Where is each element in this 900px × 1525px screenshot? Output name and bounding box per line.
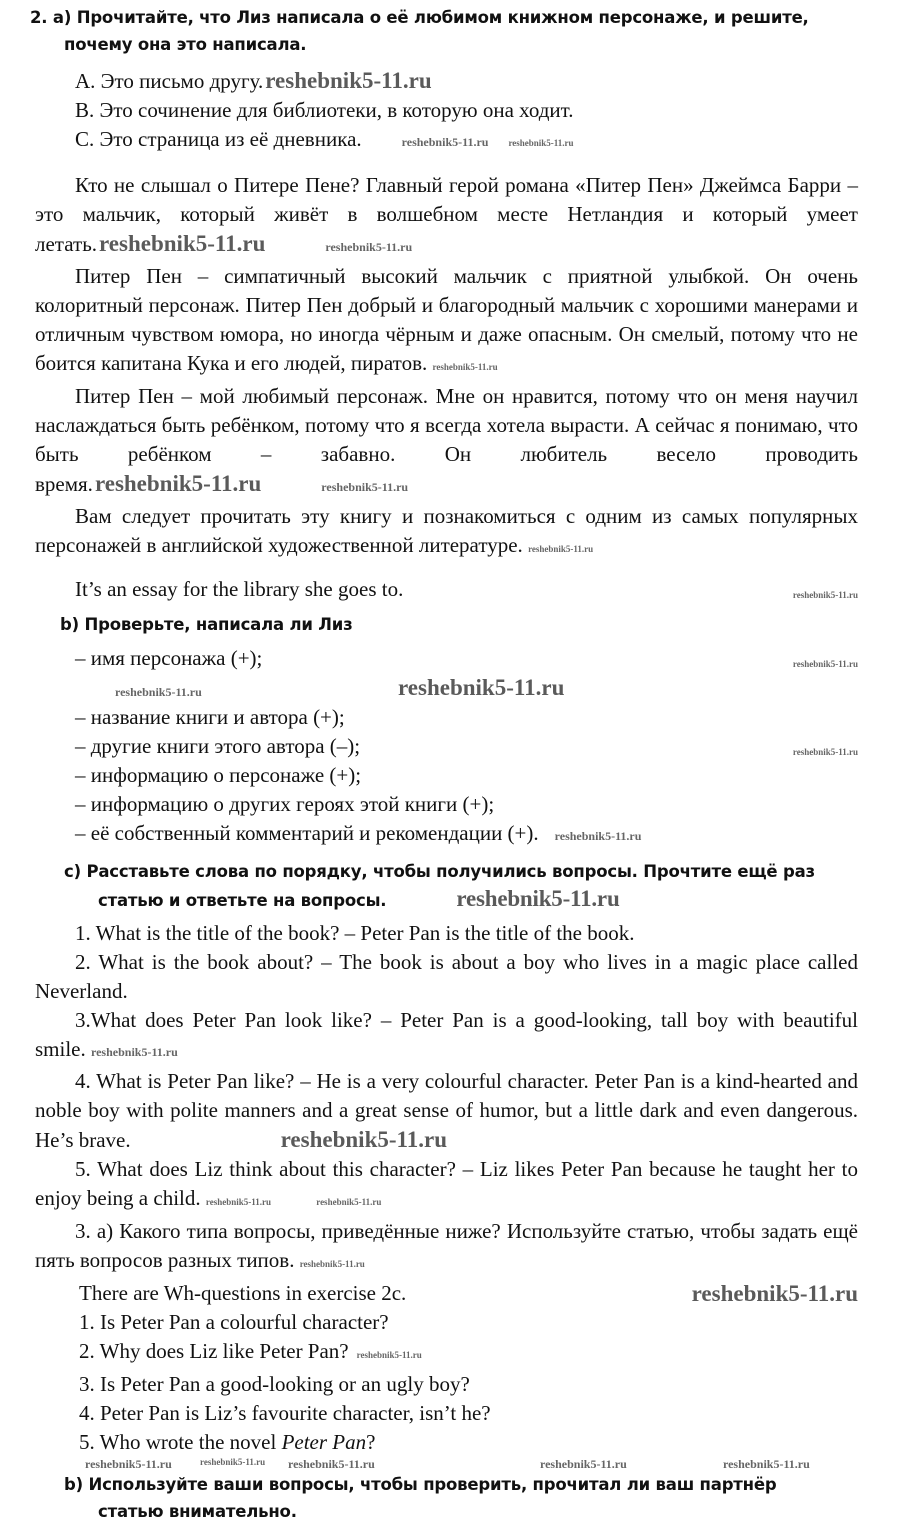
watermark: reshebnik5-11.ru bbox=[321, 480, 409, 494]
answer-text: 4. What is Peter Pan like? – He is a very colourful character. Peter Pan is a kind-hearted and noble boy with polite manners and a great sense of humor, but a little dark and even dangerous. He’s brave. bbox=[35, 1069, 858, 1152]
checklist-text: – её собственный комментарий и рекомендации (+). bbox=[75, 821, 539, 845]
checklist-item: – информацию о других героях этой книги (+); bbox=[75, 792, 495, 816]
heading-text: статью и ответьте на вопросы. bbox=[98, 891, 387, 910]
book-title: Peter Pan bbox=[281, 1430, 367, 1454]
answer-3a bbox=[35, 1279, 858, 1308]
heading-line: 2. a) Прочитайте, что Лиз написала о её любимом книжном персонаже, и решите, bbox=[30, 8, 809, 27]
paragraph-text: Вам следует прочитать эту книгу и познакомиться с одним из самых популярных персонажей в английской художественной литературе. bbox=[35, 504, 858, 557]
watermark: reshebnik5-11.ru bbox=[325, 240, 413, 254]
watermark-row bbox=[35, 1457, 858, 1471]
watermark: reshebnik5-11.ru bbox=[280, 1127, 447, 1152]
qa-answer: 1. What is the title of the book? – Peter Pan is the title of the book. bbox=[75, 921, 635, 945]
heading-line: статью внимательно. bbox=[98, 1502, 297, 1521]
paragraph-text: Питер Пен – симпатичный высокий мальчик с приятной улыбкой. Он очень колоритный персонаж. Питер Пен добрый и благородный мальчик с хорошими манерами и отличным чувством юмора, но иногда чёрным и даже опасным. Он смелый, потому что не боится капитана Кука и его людей, пиратов. bbox=[35, 264, 858, 375]
essay-paragraph bbox=[35, 502, 858, 564]
heading-line: c) Расставьте слова по порядку, чтобы получились вопросы. Прочтите ещё раз bbox=[64, 862, 815, 881]
exercise-2b-heading: b) Проверьте, написала ли Лиз bbox=[60, 615, 353, 634]
watermark: reshebnik5-11.ru bbox=[401, 135, 489, 149]
watermark: reshebnik5-11.ru bbox=[691, 1281, 858, 1306]
watermark: reshebnik5-11.ru bbox=[540, 1457, 627, 1471]
checklist-text: – имя персонажа (+); bbox=[75, 646, 263, 670]
watermark: reshebnik5-11.ru bbox=[554, 829, 642, 843]
checklist-item bbox=[35, 819, 858, 851]
exercise-3a-text bbox=[35, 1217, 858, 1279]
watermark: reshebnik5-11.ru bbox=[356, 1350, 422, 1360]
heading-line: почему она это написала. bbox=[64, 35, 307, 54]
question-item: 4. Peter Pan is Liz’s favourite character, isn’t he? bbox=[79, 1401, 491, 1425]
option-a bbox=[35, 66, 858, 96]
watermark: reshebnik5-11.ru bbox=[792, 659, 858, 669]
watermark-row bbox=[35, 673, 858, 703]
instruction-text: 3. a) Какого типа вопросы, приведённые ниже? Используйте статью, чтобы задать ещё пять вопросов разных типов. bbox=[35, 1219, 858, 1272]
watermark: reshebnik5-11.ru bbox=[528, 544, 594, 554]
watermark: reshebnik5-11.ru bbox=[299, 1259, 365, 1269]
watermark: reshebnik5-11.ru bbox=[265, 68, 432, 93]
watermark: reshebnik5-11.ru bbox=[792, 590, 858, 600]
question-mark: ? bbox=[366, 1430, 376, 1454]
question-item: 1. Is Peter Pan a colourful character? bbox=[79, 1310, 389, 1334]
watermark: reshebnik5-11.ru bbox=[85, 1457, 172, 1471]
option-text: C. Это страница из её дневника. bbox=[75, 127, 362, 151]
qa-answer bbox=[35, 1067, 858, 1155]
paragraph-text: Питер Пен – мой любимый персонаж. Мне он нравится, потому что он меня научил наслаждаться быть ребёнком, потому что я всегда хотела вырасти. А сейчас я понимаю, что быть ребёнком – забавно. Он любитель весело проводить время. bbox=[35, 384, 858, 496]
answer-text: It’s an essay for the library she goes to. bbox=[75, 577, 404, 601]
question-item: 3. Is Peter Pan a good-looking or an ugly boy? bbox=[79, 1372, 470, 1396]
watermark: reshebnik5-11.ru bbox=[723, 1457, 810, 1471]
heading-line: b) Используйте ваши вопросы, чтобы проверить, прочитал ли ваш партнёр bbox=[64, 1475, 777, 1494]
watermark: reshebnik5-11.ru bbox=[456, 886, 620, 911]
essay-paragraph bbox=[35, 262, 858, 382]
watermark: reshebnik5-11.ru bbox=[398, 675, 565, 700]
watermark: reshebnik5-11.ru bbox=[115, 685, 202, 699]
watermark: reshebnik5-11.ru bbox=[94, 471, 262, 496]
watermark: reshebnik5-11.ru bbox=[91, 1045, 178, 1059]
question-item bbox=[35, 1428, 858, 1457]
exercise-2c-heading bbox=[35, 858, 858, 914]
option-c bbox=[35, 125, 858, 158]
heading-line-2 bbox=[64, 885, 858, 914]
exercise-2a-heading bbox=[30, 4, 858, 58]
answer-text: 3.What does Peter Pan look like? – Peter Pan is a good-looking, tall boy with beautiful smile. bbox=[35, 1008, 858, 1061]
watermark: reshebnik5-11.ru bbox=[508, 138, 574, 148]
watermark: reshebnik5-11.ru bbox=[200, 1457, 266, 1467]
checklist-item: – название книги и автора (+); bbox=[75, 705, 345, 729]
watermark: reshebnik5-11.ru bbox=[792, 747, 858, 757]
essay-paragraph bbox=[35, 382, 858, 502]
answer-text: 5. What does Liz think about this character? – Liz likes Peter Pan because he taught her to enjoy being a child. bbox=[35, 1157, 858, 1210]
answer-2a bbox=[35, 575, 858, 604]
qa-answer bbox=[35, 1155, 858, 1217]
qa-answer: 2. What is the book about? – The book is about a boy who lives in a magic place called Neverland. bbox=[35, 950, 858, 1003]
question-text: 2. Why does Liz like Peter Pan? bbox=[79, 1339, 349, 1363]
option-text: A. Это письмо другу. bbox=[75, 69, 264, 93]
qa-answer bbox=[35, 1006, 858, 1067]
question-item bbox=[35, 1337, 858, 1370]
question-text: 5. Who wrote the novel bbox=[79, 1430, 282, 1454]
option-b: B. Это сочинение для библиотеки, в которую она ходит. bbox=[75, 98, 574, 122]
checklist-item: – информацию о персонаже (+); bbox=[75, 763, 362, 787]
answer-text: There are Wh-questions in exercise 2c. bbox=[79, 1281, 407, 1305]
checklist-item bbox=[35, 644, 858, 673]
checklist-item bbox=[35, 732, 858, 761]
paragraph-text: Кто не слышал о Питере Пене? Главный герой романа «Питер Пен» Джеймса Барри – это мальчик, который живёт в волшебном месте Нетландия и который умеет летать. bbox=[35, 173, 858, 256]
checklist-text: – другие книги этого автора (–); bbox=[75, 734, 361, 758]
textbook-page bbox=[30, 4, 858, 1525]
watermark: reshebnik5-11.ru bbox=[432, 362, 498, 372]
watermark: reshebnik5-11.ru bbox=[288, 1457, 375, 1471]
watermark: reshebnik5-11.ru bbox=[205, 1197, 271, 1207]
watermark: reshebnik5-11.ru bbox=[316, 1197, 382, 1207]
exercise-3b-heading bbox=[35, 1471, 858, 1525]
watermark: reshebnik5-11.ru bbox=[99, 231, 266, 256]
essay-paragraph bbox=[35, 171, 858, 262]
